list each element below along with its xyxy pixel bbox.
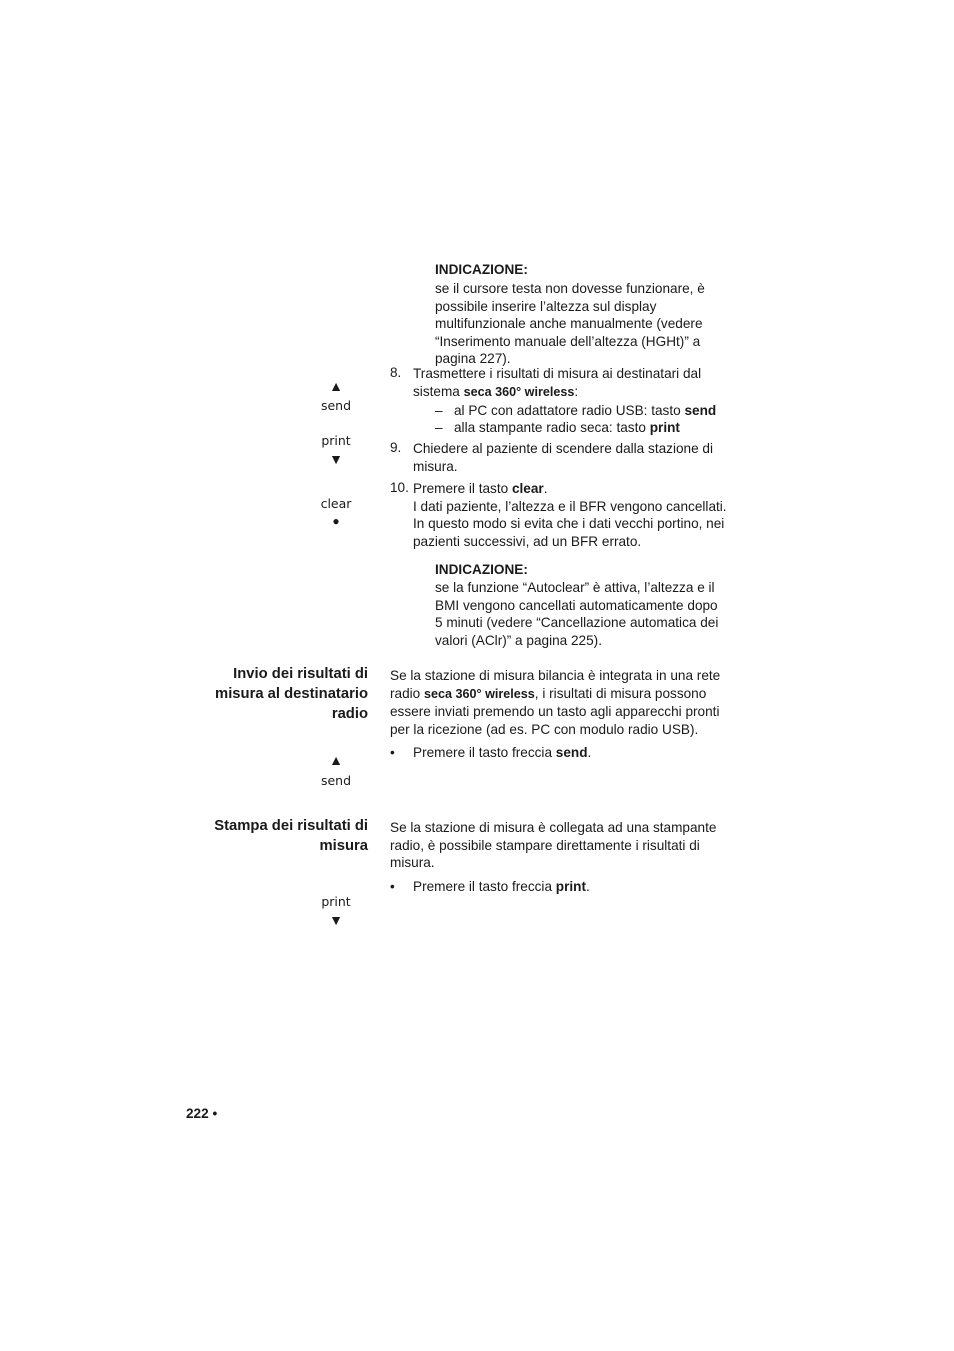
section-body: Se la stazione di misura bilancia è integrata in una rete radio seca 360° wireless, i risultati di misura possono essere inviati premendo un tasto agli apparecchi pronti per la ricezione (ad es. PC con modulo radio USB). (390, 668, 721, 737)
key-label-send: send (320, 398, 352, 413)
step-text: Premere il tasto clear. I dati paziente, l’altezza e il BFR vengono cancellati. In questo modo si evita che i dati vecchi portino, nei pazienti successivi, ad un BFR errato. (413, 481, 727, 549)
page-number: 222 • (186, 1106, 218, 1121)
bullet: • (390, 745, 395, 760)
arrow-down-icon: ▼ (329, 912, 343, 928)
key-label-clear: clear (320, 496, 352, 511)
arrow-down-icon: ▼ (329, 451, 343, 467)
arrow-up-icon: ▲ (329, 752, 343, 768)
step-number: 8. (390, 365, 402, 380)
key-name: clear (511, 481, 544, 496)
section-heading: Stampa dei risultati di misura (214, 818, 368, 854)
sub-dash: – (435, 403, 443, 418)
step-number: 10. (390, 480, 409, 495)
key-label-send: send (320, 773, 352, 788)
key-name: send (684, 403, 717, 418)
section-body: Se la stazione di misura è collegata ad una stampante radio, è possibile stampare direttamente i risultati di misura. (390, 820, 717, 871)
brand-name: seca 360° wireless (463, 384, 575, 399)
key-name: send (555, 745, 588, 760)
bullet-item: Premere il tasto freccia send. (413, 745, 592, 760)
note-title: INDICAZIONE: (435, 262, 528, 277)
brand-name: seca 360° wireless (424, 686, 535, 701)
note-text: se il cursore testa non dovesse funzionare, è possibile inserire l’altezza sul display multifunzionale anche manualmente (vedere “Inserimento manuale dell’altezza (HGHt)” a pagina 227). (435, 281, 705, 367)
step-number: 9. (390, 440, 402, 455)
sub-item: alla stampante radio seca: tasto print (454, 420, 680, 435)
sub-dash: – (435, 420, 443, 435)
key-label-print: print (321, 894, 351, 909)
step-text: Chiedere al paziente di scendere dalla stazione di misura. (413, 441, 714, 474)
step-text: Trasmettere i risultati di misura ai destinatari dal sistema seca 360° wireless: (413, 366, 702, 399)
key-name: print (649, 420, 680, 435)
key-label-print: print (321, 433, 351, 448)
sub-item: al PC con adattatore radio USB: tasto send (454, 403, 717, 418)
key-name: print (555, 879, 586, 894)
note-text: se la funzione “Autoclear” è attiva, l’altezza e il BMI vengono cancellati automaticamente dopo 5 minuti (vedere “Cancellazione automatica dei valori (AClr)” a pagina 225). (435, 580, 719, 648)
arrow-up-icon: ▲ (329, 378, 343, 394)
bullet-item: Premere il tasto freccia print. (413, 879, 590, 894)
note-title: INDICAZIONE: (435, 562, 528, 577)
bullet: • (390, 879, 395, 894)
dot-icon: ● (332, 514, 340, 528)
section-heading: Invio dei risultati di misura al destinatario radio (215, 666, 368, 722)
